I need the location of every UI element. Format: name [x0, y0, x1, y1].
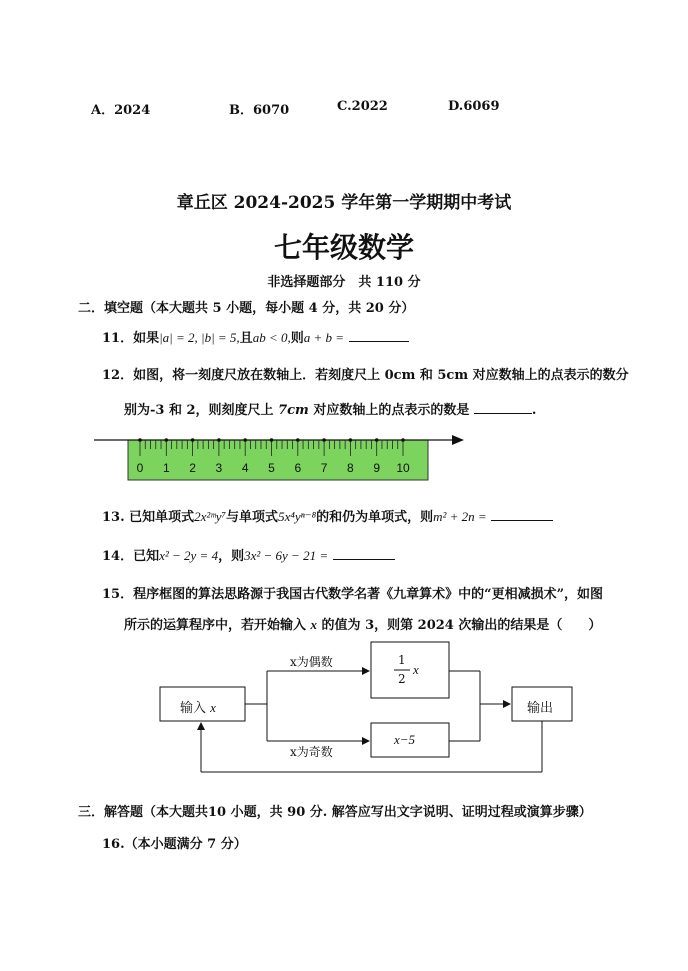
arrow-icon	[452, 435, 464, 445]
ruler-label: 3	[215, 461, 223, 475]
fraction-denominator: 2	[398, 672, 406, 686]
number-line-point	[296, 438, 300, 442]
ruler-figure	[94, 428, 466, 486]
flowchart	[158, 641, 588, 776]
input-label: 输入 x	[180, 700, 216, 716]
question-16: 16.（本小题满分 7 分）	[102, 837, 247, 852]
number-line-point	[217, 438, 221, 442]
ruler-label: 1	[162, 461, 170, 475]
number-line-point	[243, 438, 247, 442]
number-line-point	[191, 438, 195, 442]
fraction-numerator: 1	[398, 653, 406, 667]
number-line-point	[322, 438, 326, 442]
question-12-line1: 12．如图，将一刻度尺放在数轴上．若刻度尺上 0cm 和 5cm 对应数轴上的点表示的数分	[102, 368, 629, 383]
ruler-label: 8	[347, 461, 354, 475]
ruler-label: 9	[373, 461, 381, 475]
number-line-point	[138, 438, 142, 442]
option-b: B．6070	[229, 103, 290, 118]
minus-expression: x−5	[394, 732, 416, 747]
number-line-point	[165, 438, 169, 442]
ruler-body	[128, 440, 428, 480]
odd-condition: x为奇数	[290, 745, 333, 759]
option-c: C.2022	[337, 99, 388, 114]
ruler-label: 10	[396, 461, 410, 475]
ruler-label: 7	[320, 461, 328, 475]
exam-subject: 七年级数学	[273, 231, 414, 264]
question-14: 14．已知x² − 2y = 4，则3x² − 6y − 21 =	[102, 545, 395, 564]
fraction-variable: x	[413, 662, 419, 677]
section3-heading: 三．解答题（本大题共10 小题，共 90 分. 解答应写出文字说明、证明过程或演算步骤）	[78, 805, 592, 820]
even-condition: x为偶数	[290, 655, 333, 669]
ruler-label: 5	[268, 461, 275, 475]
answer-blank	[474, 401, 532, 414]
section2-heading: 二．填空题（本大题共 5 小题，每小题 4 分，共 20 分）	[78, 301, 415, 316]
question-15-line2: 所示的运算程序中，若开始输入 x 的值为 3，则第 2024 次输出的结果是（ ）	[124, 617, 602, 633]
number-line-point	[270, 438, 274, 442]
question-13: 13. 已知单项式2x²ᵐy⁷与单项式5x⁴yⁿ⁻⁸的和仍为单项式，则m² + 2n =	[102, 506, 553, 525]
ruler-label: 4	[241, 461, 249, 475]
ruler-label: 6	[294, 461, 302, 475]
section-info: 非选择题部分 共 110 分	[267, 275, 421, 290]
number-line-point	[349, 438, 353, 442]
number-line-point	[375, 438, 379, 442]
answer-blank	[333, 547, 395, 560]
answer-blank	[491, 508, 553, 521]
option-d: D.6069	[448, 99, 500, 114]
option-a: A．2024	[91, 103, 151, 118]
exam-title: 章丘区 2024-2025 学年第一学期期中考试	[176, 193, 512, 213]
ruler-label: 0	[136, 461, 144, 475]
question-11: 11．如果|a| = 2, |b| = 5,且ab < 0,则a + b =	[102, 327, 409, 346]
ruler-label: 2	[189, 461, 196, 475]
question-12-line2: 别为-3 和 2，则刻度尺上 7cm 对应数轴上的点表示的数是 .	[124, 403, 537, 418]
question-15-line1: 15．程序框图的算法思路源于我国古代数学名著《九章算术》中的“更相减损术”，如图	[102, 587, 604, 602]
answer-blank	[349, 329, 409, 342]
output-label: 输出	[527, 701, 554, 716]
number-line-point	[401, 438, 405, 442]
